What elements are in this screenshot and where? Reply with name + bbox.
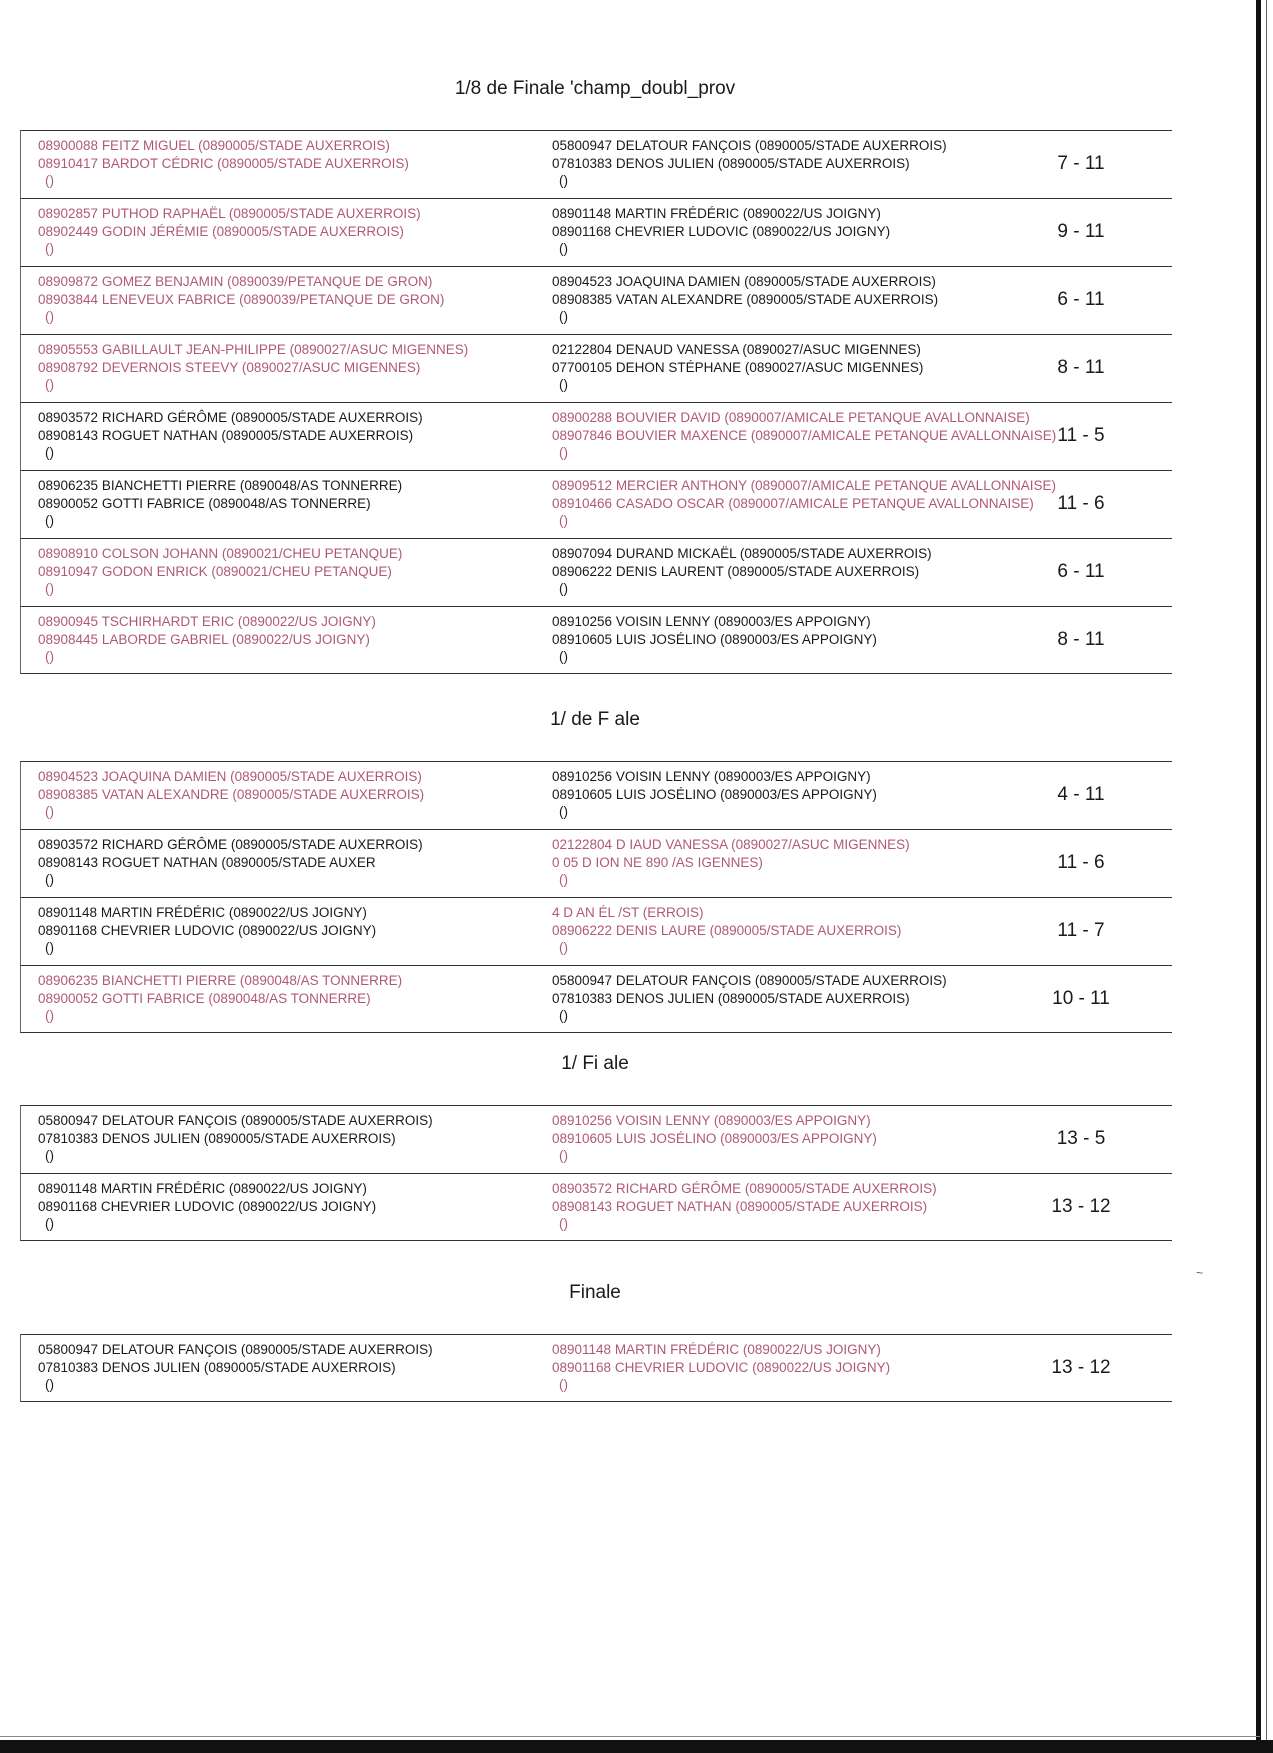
match-final <box>20 1334 1172 1402</box>
team-note: () <box>559 872 568 887</box>
team-right <box>552 1341 890 1394</box>
player-2: 08906222 DENIS LAURENT (0890005/STADE AUXERROIS) <box>552 563 920 579</box>
player-1: 08901148 MARTIN FRÉDÉRIC (0890022/US JOIGNY) <box>552 206 881 221</box>
match-r8-6 <box>20 470 1172 538</box>
team-right <box>552 137 947 190</box>
player-1: 08902857 PUTHOD RAPHAËL (0890005/STADE AUXERROIS) <box>38 206 421 221</box>
player-1: 08903572 RICHARD GÉRÔME (0890005/STADE AUXERROIS) <box>552 1181 937 1196</box>
match-score: 8 - 11 <box>1057 357 1105 378</box>
player-1: 08904523 JOAQUINA DAMIEN (0890005/STADE AUXERROIS) <box>38 769 422 784</box>
player-2: 08910947 GODON ENRICK (0890021/CHEU PETANQUE) <box>38 563 392 579</box>
player-1: 02122804 D IAUD VANESSA (0890027/ASUC MIGENNES) <box>552 837 910 852</box>
team-right <box>552 341 923 394</box>
player-2: 08908143 ROGUET NATHAN (0890005/STADE AUXERROIS) <box>552 1198 928 1214</box>
team-note: () <box>45 581 54 596</box>
player-1: 08900088 FEITZ MIGUEL (0890005/STADE AUXERROIS) <box>38 138 390 153</box>
match-r8-2 <box>20 198 1172 266</box>
player-2: 07810383 DENOS JULIEN (0890005/STADE AUXERROIS) <box>552 990 910 1006</box>
player-1: 08903572 RICHARD GÉRÔME (0890005/STADE AUXERROIS) <box>38 837 423 852</box>
match-sf-2 <box>20 1173 1172 1241</box>
player-2: 08900052 GOTTI FABRICE (0890048/AS TONNERRE) <box>38 495 371 511</box>
player-2: 07700105 DEHON STÉPHANE (0890027/ASUC MIGENNES) <box>552 359 924 375</box>
scan-edge-bottom <box>0 1740 1273 1753</box>
player-1: 08909512 MERCIER ANTHONY (0890007/AMICALE PETANQUE AVALLONNAISE) <box>552 478 1056 493</box>
match-sf-1 <box>20 1105 1172 1173</box>
team-left <box>38 409 423 462</box>
player-1: 08906235 BIANCHETTI PIERRE (0890048/AS TONNERRE) <box>38 973 403 988</box>
player-2: 08910466 CASADO OSCAR (0890007/AMICALE PETANQUE AVALLONNAISE) <box>552 495 1034 511</box>
player-2: 08910417 BARDOT CÉDRIC (0890005/STADE AUXERROIS) <box>38 155 409 171</box>
player-2: 07810383 DENOS JULIEN (0890005/STADE AUXERROIS) <box>38 1130 396 1146</box>
match-r8-8 <box>20 606 1172 674</box>
team-note: () <box>559 173 568 188</box>
team-right <box>552 1180 937 1233</box>
team-left <box>38 1112 433 1165</box>
player-2: 0 05 D ION NE 890 /AS IGENNES) <box>552 854 763 870</box>
team-left <box>38 972 402 1025</box>
player-2: 08907846 BOUVIER MAXENCE (0890007/AMICALE PETANQUE AVALLONNAISE) <box>552 427 1057 443</box>
team-left <box>38 768 424 821</box>
match-qf-1 <box>20 761 1172 829</box>
team-right <box>552 477 1056 530</box>
player-2: 07810383 DENOS JULIEN (0890005/STADE AUXERROIS) <box>38 1359 396 1375</box>
team-note: () <box>559 940 568 955</box>
player-2: 08908385 VATAN ALEXANDRE (0890005/STADE AUXERROIS) <box>38 786 425 802</box>
scan-edge-right-line <box>1266 0 1267 1753</box>
player-1: 05800947 DELATOUR FANÇOIS (0890005/STADE AUXERROIS) <box>552 138 947 153</box>
margin-mark: ~ <box>1196 1266 1204 1280</box>
team-note: () <box>559 1377 568 1392</box>
player-2: 08908792 DEVERNOIS STEEVY (0890027/ASUC MIGENNES) <box>38 359 421 375</box>
team-note: () <box>45 513 54 528</box>
round-title-eighth: 1/8 de Finale 'champ_doubl_prov <box>454 78 736 99</box>
player-1: 08901148 MARTIN FRÉDÉRIC (0890022/US JOIGNY) <box>38 905 367 920</box>
match-score: 6 - 11 <box>1057 561 1105 582</box>
player-1: 02122804 DENAUD VANESSA (0890027/ASUC MIGENNES) <box>552 342 921 357</box>
team-note: () <box>45 241 54 256</box>
match-score: 4 - 11 <box>1057 784 1105 805</box>
scan-edge-right <box>1256 0 1261 1753</box>
match-qf-2 <box>20 829 1172 897</box>
team-note: () <box>559 1148 568 1163</box>
team-note: () <box>45 649 54 664</box>
team-left <box>38 341 468 394</box>
team-note: () <box>45 872 54 887</box>
player-1: 08910256 VOISIN LENNY (0890003/ES APPOIGNY) <box>552 1113 871 1128</box>
team-left <box>38 205 421 258</box>
player-1: 08909872 GOMEZ BENJAMIN (0890039/PETANQUE DE GRON) <box>38 274 433 289</box>
team-note: () <box>45 377 54 392</box>
team-right <box>552 1112 877 1165</box>
team-left <box>38 477 402 530</box>
match-score: 11 - 6 <box>1057 493 1105 514</box>
team-note: () <box>45 1008 54 1023</box>
player-1: 08900288 BOUVIER DAVID (0890007/AMICALE PETANQUE AVALLONNAISE) <box>552 410 1030 425</box>
player-2: 07810383 DENOS JULIEN (0890005/STADE AUXERROIS) <box>552 155 910 171</box>
player-1: 05800947 DELATOUR FANÇOIS (0890005/STADE AUXERROIS) <box>552 973 947 988</box>
team-right <box>552 205 890 258</box>
player-1: 05800947 DELATOUR FANÇOIS (0890005/STADE AUXERROIS) <box>38 1342 433 1357</box>
match-score: 13 - 12 <box>1051 1196 1111 1217</box>
player-2: 08910605 LUIS JOSÉLINO (0890003/ES APPOIGNY) <box>552 786 877 802</box>
player-2: 08901168 CHEVRIER LUDOVIC (0890022/US JOIGNY) <box>552 1359 891 1375</box>
player-1: 08901148 MARTIN FRÉDÉRIC (0890022/US JOIGNY) <box>552 1342 881 1357</box>
player-1: 08908910 COLSON JOHANN (0890021/CHEU PETANQUE) <box>38 546 403 561</box>
player-2: 08908143 ROGUET NATHAN (0890005/STADE AUXERROIS) <box>38 427 414 443</box>
round-title-quarter: 1/ de F ale <box>550 709 640 730</box>
player-1: 08903572 RICHARD GÉRÔME (0890005/STADE AUXERROIS) <box>38 410 423 425</box>
team-note: () <box>559 309 568 324</box>
player-1: 08900945 TSCHIRHARDT ERIC (0890022/US JOIGNY) <box>38 614 376 629</box>
team-right <box>552 768 877 821</box>
team-left <box>38 137 409 190</box>
team-right <box>552 273 938 326</box>
player-2: 08908445 LABORDE GABRIEL (0890022/US JOIGNY) <box>38 631 370 647</box>
player-2: 08908143 ROGUET NATHAN (0890005/STADE AUXER <box>38 854 376 870</box>
team-note: () <box>45 173 54 188</box>
team-left <box>38 1341 433 1394</box>
team-note: () <box>45 940 54 955</box>
round-title-final: Finale <box>569 1282 621 1303</box>
player-2: 08903844 LENEVEUX FABRICE (0890039/PETANQUE DE GRON) <box>38 291 445 307</box>
player-1: 08910256 VOISIN LENNY (0890003/ES APPOIGNY) <box>552 769 871 784</box>
match-score: 8 - 11 <box>1057 629 1105 650</box>
player-1: 4 D AN ÉL /ST (ERROIS) <box>552 905 704 920</box>
match-r8-3 <box>20 266 1172 334</box>
match-qf-4 <box>20 965 1172 1033</box>
team-left <box>38 545 402 598</box>
player-2: 08908385 VATAN ALEXANDRE (0890005/STADE AUXERROIS) <box>552 291 939 307</box>
match-score: 9 - 11 <box>1057 221 1105 242</box>
match-score: 10 - 11 <box>1052 988 1110 1009</box>
scan-edge-bottom-line <box>0 1736 1260 1737</box>
team-right <box>552 972 947 1025</box>
player-2: 08901168 CHEVRIER LUDOVIC (0890022/US JOIGNY) <box>38 1198 377 1214</box>
team-note: () <box>559 649 568 664</box>
team-note: () <box>45 309 54 324</box>
team-note: () <box>559 445 568 460</box>
match-score: 11 - 5 <box>1057 425 1105 446</box>
team-note: () <box>559 804 568 819</box>
player-1: 08907094 DURAND MICKAËL (0890005/STADE AUXERROIS) <box>552 546 932 561</box>
match-r8-7 <box>20 538 1172 606</box>
player-1: 08901148 MARTIN FRÉDÉRIC (0890022/US JOIGNY) <box>38 1181 367 1196</box>
match-score: 11 - 7 <box>1057 920 1105 941</box>
team-right <box>552 904 901 957</box>
team-note: () <box>559 377 568 392</box>
player-1: 08906235 BIANCHETTI PIERRE (0890048/AS TONNERRE) <box>38 478 403 493</box>
player-2: 08901168 CHEVRIER LUDOVIC (0890022/US JOIGNY) <box>552 223 891 239</box>
team-note: () <box>559 581 568 596</box>
player-2: 08900052 GOTTI FABRICE (0890048/AS TONNERRE) <box>38 990 371 1006</box>
team-right <box>552 613 877 666</box>
match-score: 11 - 6 <box>1057 852 1105 873</box>
team-note: () <box>45 1377 54 1392</box>
team-note: () <box>559 1216 568 1231</box>
match-score: 13 - 12 <box>1051 1357 1111 1378</box>
team-note: () <box>559 1008 568 1023</box>
player-1: 08910256 VOISIN LENNY (0890003/ES APPOIGNY) <box>552 614 871 629</box>
team-left <box>38 1180 376 1233</box>
match-r8-5 <box>20 402 1172 470</box>
team-note: () <box>45 445 54 460</box>
player-1: 05800947 DELATOUR FANÇOIS (0890005/STADE AUXERROIS) <box>38 1113 433 1128</box>
team-left <box>38 273 444 326</box>
player-2: 08902449 GODIN JÉRÉMIE (0890005/STADE AUXERROIS) <box>38 223 404 239</box>
match-r8-4 <box>20 334 1172 402</box>
team-right <box>552 409 1056 462</box>
player-1: 08905553 GABILLAULT JEAN-PHILIPPE (0890027/ASUC MIGENNES) <box>38 342 469 357</box>
player-2: 08910605 LUIS JOSÉLINO (0890003/ES APPOIGNY) <box>552 631 877 647</box>
match-score: 13 - 5 <box>1056 1128 1106 1149</box>
team-right <box>552 836 910 889</box>
team-note: () <box>45 1216 54 1231</box>
match-score: 7 - 11 <box>1057 153 1105 174</box>
player-1: 08904523 JOAQUINA DAMIEN (0890005/STADE AUXERROIS) <box>552 274 936 289</box>
team-note: () <box>559 241 568 256</box>
team-left <box>38 613 376 666</box>
player-2: 08910605 LUIS JOSÉLINO (0890003/ES APPOIGNY) <box>552 1130 877 1146</box>
team-note: () <box>45 1148 54 1163</box>
match-qf-3 <box>20 897 1172 965</box>
team-note: () <box>559 513 568 528</box>
team-left <box>38 904 376 957</box>
team-note: () <box>45 804 54 819</box>
match-r8-1 <box>20 130 1172 198</box>
match-score: 6 - 11 <box>1057 289 1105 310</box>
round-title-semi: 1/ Fi ale <box>561 1053 629 1074</box>
player-2: 08906222 DENIS LAURE (0890005/STADE AUXERROIS) <box>552 922 902 938</box>
team-right <box>552 545 932 598</box>
player-2: 08901168 CHEVRIER LUDOVIC (0890022/US JOIGNY) <box>38 922 377 938</box>
team-left <box>38 836 423 889</box>
